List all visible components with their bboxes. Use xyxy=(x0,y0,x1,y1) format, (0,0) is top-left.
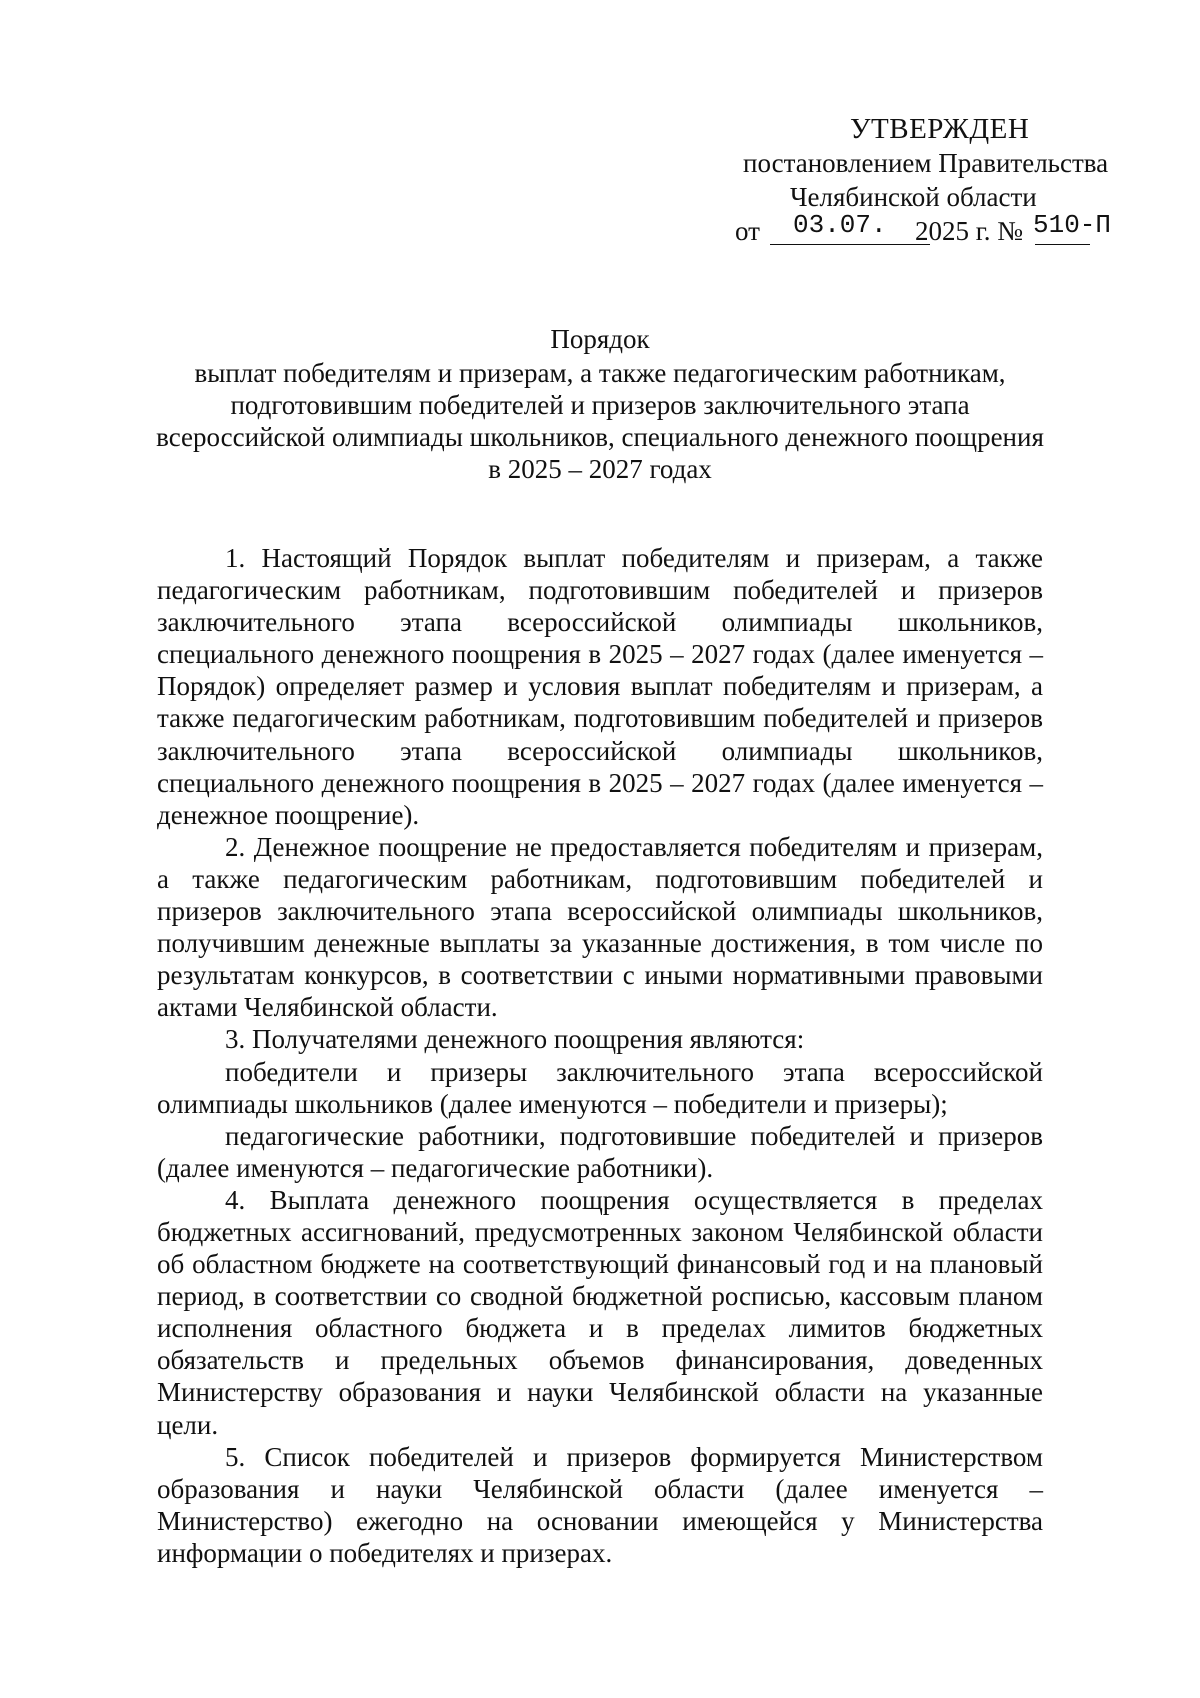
date-underline xyxy=(770,244,930,245)
approval-year-label: 2025 г. № xyxy=(915,216,1024,246)
paragraph-3-item-2: педагогические работники, подготовившие победителей и призеров (далее именуются – педагогические работники). xyxy=(157,1120,1043,1183)
document-body xyxy=(157,542,1043,1569)
approval-authority: постановлением Правительства xyxy=(743,148,1109,178)
approval-heading: УТВЕРЖДЕН xyxy=(850,113,1030,145)
paragraph-2: 2. Денежное поощрение не предоставляется победителям и призерам, а также педагогическим работникам, подготовившим победителей и призеров заключительного этапа всероссийской олимпиады школьников, получившим денежные выплаты за указанные достижения, в том числе по результатам конкурсов, в соответствии с иными нормативными правовыми актами Челябинской области. xyxy=(157,831,1043,1023)
title-heading: Порядок xyxy=(550,324,650,354)
paragraph-1: 1. Настоящий Порядок выплат победителям и призерам, а также педагогическим работникам, подготовившим победителей и призеров заключительного этапа всероссийской олимпиады школьников, специального денежного поощрения в 2025 – 2027 годах (далее именуется – Порядок) определяет размер и условия выплат победителям и призерам, а также педагогическим работникам, подготовившим победителей и призеров заключительного этапа всероссийской олимпиады школьников, специального денежного поощрения в 2025 – 2027 годах (далее именуется – денежное поощрение). xyxy=(157,543,1043,830)
title-subtitle: выплат победителям и призерам, а также педагогическим работникам, подготовившим победителей и призеров заключительного этапа всероссийской олимпиады школьников, специального денежного поощрения в 2025 – 2027 годах xyxy=(156,358,1044,484)
document-title xyxy=(150,323,1050,485)
paragraph-5: 5. Список победителей и призеров формируется Министерством образования и науки Челябинской области (далее именуется – Министерство) ежегодно на основании имеющейся у Министерства информации о победителях и призерах. xyxy=(157,1441,1043,1568)
approval-from-label: от xyxy=(735,216,760,246)
approval-region: Челябинской области xyxy=(790,182,1037,212)
paragraph-4: 4. Выплата денежного поощрения осуществляется в пределах бюджетных ассигнований, предусмотренных законом Челябинской области об областном бюджете на соответствующий финансовый год и на плановый период, в соответствии со сводной бюджетной росписью, кассовым планом исполнения областного бюджета и в пределах лимитов бюджетных обязательств и предельных объемов финансирования, доведенных Министерству образования и науки Челябинской области на указанные цели. xyxy=(157,1184,1043,1440)
paragraph-3-item-1: победители и призеры заключительного этапа всероссийской олимпиады школьников (далее именуются – победители и призеры); xyxy=(157,1056,1043,1119)
approval-number: 510-П xyxy=(1033,210,1112,240)
number-underline xyxy=(1035,244,1090,245)
paragraph-3: 3. Получателями денежного поощрения являются: xyxy=(225,1024,805,1055)
approval-date: 03.07. xyxy=(793,210,887,240)
